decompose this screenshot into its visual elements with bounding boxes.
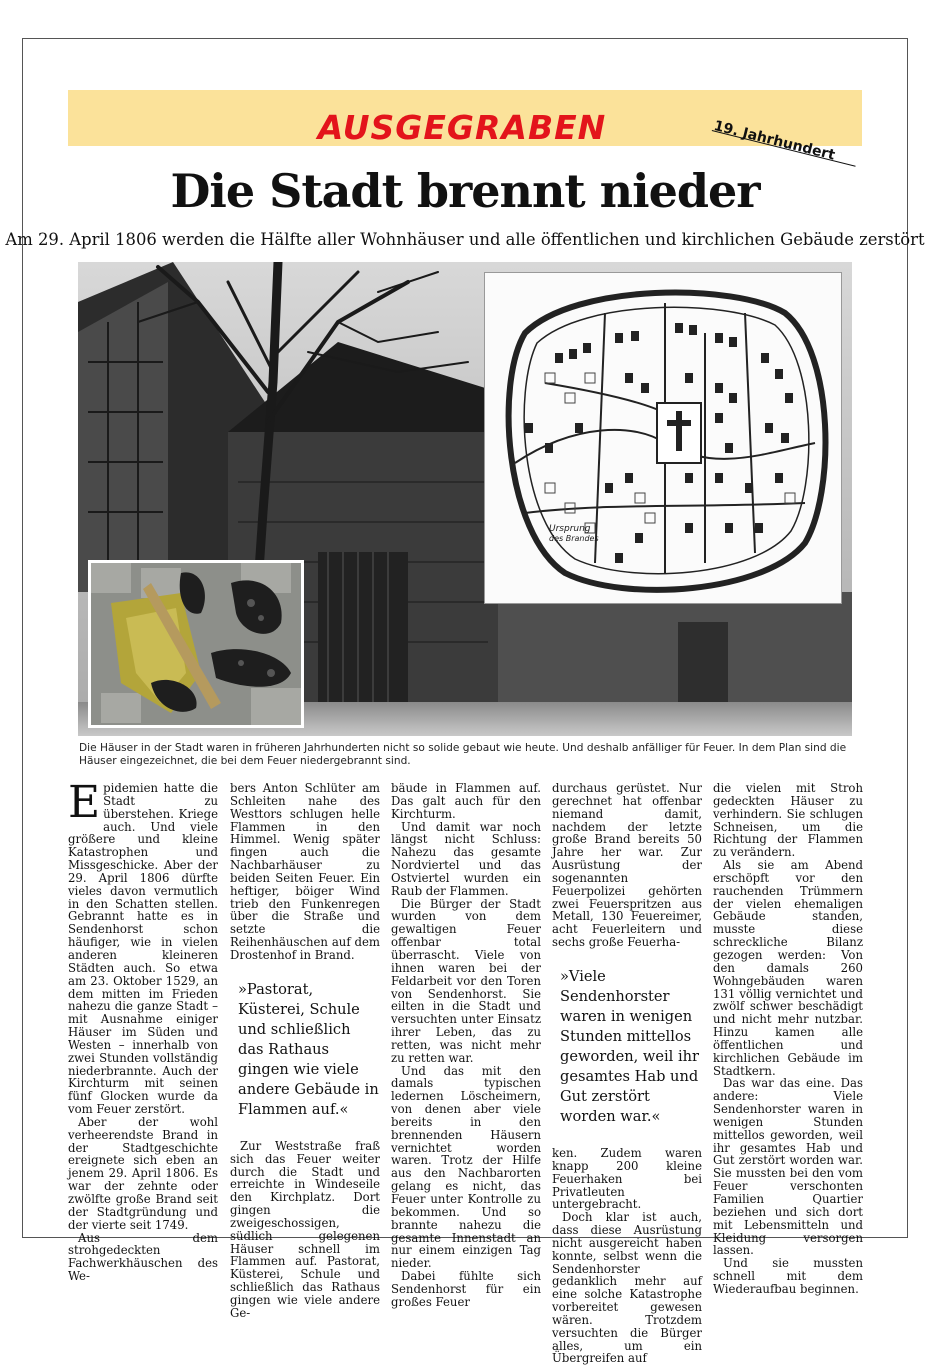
charred-remains-photo [88, 560, 304, 728]
article-paragraph: Und damit war noch längst nicht Schluss: Nahezu das gesamte Nordviertel und das Ostviertel wurden ein Raub der Flammen. [391, 819, 541, 898]
subheadline: Am 29. April 1806 werden die Hälfte aller Wohnhäuser und alle öffentlichen und kirchlichen Gebäude zerstört [5, 230, 925, 249]
article-paragraph: die vielen mit Stroh gedeckten Häuser zu verhindern. Sie schlugen Schneisen, um die Richtung der Flammen zu verändern. [713, 781, 863, 860]
article-paragraph: Als sie am Abend erschöpft vor den rauchenden Trümmern der vielen ehemaligen Gebäude standen, musste diese schreckliche Bilanz gezogen werden: Von den damals 260 Wohngebäuden waren 131 völlig vernichtet und zwölf schwer beschädigt und nicht mehr nutzbar. Hinzu kamen alle öffentlichen und kirchlichen Gebäude im Stadtkern. [713, 858, 863, 1078]
article-paragraph: Das war das eine. Das andere: Viele Sendenhorster waren in wenigen Stunden mittellos geworden, weil ihr gesamtes Hab und Gut zerstört worden war. Sie mussten bei den vom Feuer verschonten Familien Quartier beziehen und sich dort mit Lebensmitteln und Kleidung versorgen lassen. [713, 1076, 863, 1258]
article-column-4 [552, 782, 702, 1365]
photo-caption: Die Häuser in der Stadt waren in früheren Jahrhunderten nicht so solide gebaut wie heute. Und deshalb anfälliger für Feuer. In dem Plan sind die Häuser eingezeichnet, die bei dem Feuer niedergebrannt sind. [79, 742, 847, 767]
century-label: 19. Jahrhundert [712, 118, 837, 164]
headline: Die Stadt brennt nieder [170, 164, 760, 218]
city-fire-map [484, 272, 842, 604]
article-paragraph: bäude in Flammen auf. Das galt auch für den Kirchturm. [391, 781, 541, 821]
article-text: pidemien hatte die Stadt zu überstehen. Kriege auch. Und viele größere und kleine Katastrophen und Missgeschicke. Aber der 29. April 1806 dürfte vieles davon vermutlich in den Schatten stellen. Gebrannt hatte es in Sendenhorst schon häufiger, wie in vielen anderen kleineren Städten auch. So etwa am 23. Oktober 1529, an dem mitten im Frieden nahezu die ganze Stadt – mit Ausnahme einiger Häuser im Süden und Westen – innerhalb von zwei Stunden vollständig niederbrannte. Auch der Kirchturm mit seinen fünf Glocken wurde da vom Feuer zerstört. [68, 781, 218, 1117]
article-paragraph: Zur Weststraße fraß sich das Feuer weiter durch die Stadt und erreichte in Windeseile den Kirchplatz. Dort gingen die zweigeschossigen, südlich gelegenen Häuser schnell im Flammen auf. Pastorat, Küsterei, Schule und schließlich das Rathaus gingen wie viele andere Ge- [230, 1138, 380, 1320]
pull-quote-2: »Viele Sendenhorster waren in wenigen Stunden mittellos geworden, weil ihr gesamtes Hab und Gut zerstört worden war.« [560, 967, 700, 1125]
pull-quote-1: »Pastorat, Küsterei, Schule und schließlich das Rathaus gingen wie viele andere Gebäude in Flammen auf.« [238, 980, 379, 1118]
article-paragraph: Und sie mussten schnell mit dem Wiederaufbau beginnen. [713, 1256, 863, 1296]
article-paragraph: Und das mit den damals typischen ledernen Löscheimern, von denen aber viele bereits in den brennenden Häusern vernichtet worden waren. Trotz der Hilfe aus den Nachbarorten gelang es nicht, das Feuer unter Kontrolle zu bekommen. Und so brannte nahezu die gesamte Innenstadt an nur einem einzigen Tag nieder. [391, 1063, 541, 1271]
article-column-2 [230, 782, 380, 1320]
drop-cap: E [68, 777, 101, 828]
article-paragraph: Aber der wohl verheerendste Brand in der Stadtgeschichte ereignete sich eben an jenem 29. April 1806. Es war der zehnte oder zwölfte große Brand seit der Stadtgründung und der vierte seit 1749. [68, 1114, 218, 1232]
article-paragraph: bers Anton Schlüter am Schleiten nahe des Westtors schlugen helle Flammen in den Himmel. Wenig später fingen auch die Nachbarhäuser zu beiden Seiten Feuer. Ein heftiger, böiger Wind trieb den Funkenregen über die Straße und setzte die Reihenhäuschen auf dem Drostenhof in Brand. [230, 781, 380, 962]
map-origin-label-1: Ursprung [549, 524, 591, 534]
article-paragraph: Die Bürger der Stadt wurden von dem gewaltigen Feuer offenbar total überrascht. Viele von ihnen waren bei der Feldarbeit vor den Toren von Sendenhorst. Sie eilten in die Stadt und versuchten unter Einsatz ihrer Leben, das zu retten, was nicht mehr zu retten war. [391, 896, 541, 1065]
charred-remains-drawing [91, 563, 301, 725]
article-paragraph: Aus dem strohgedeckten Fachwerkhäuschen des We- [68, 1230, 218, 1284]
article-column-1 [68, 777, 218, 1284]
article-paragraph [68, 777, 218, 1117]
article-paragraph: ken. Zudem waren knapp 200 kleine Feuerhaken bei Privatleuten untergebracht. [552, 1145, 702, 1212]
map-origin-label-2: des Brandes [549, 534, 599, 543]
article-column-3 [391, 782, 541, 1309]
kicker-text: AUSGEGRABEN [317, 108, 607, 147]
article-paragraph: Doch klar ist auch, dass diese Ausrüstung nicht ausgereicht haben konnte, selbst wenn die Sendenhorster gedanklich mehr auf eine solche Katastrophe vorbereitet gewesen wären. Trotzdem versuchten die Bürger alles, um ein Übergreifen auf [552, 1210, 702, 1365]
article-paragraph: durchaus gerüstet. Nur gerechnet hat offenbar niemand damit, nachdem der letzte große Brand bereits 50 Jahre her war. Zur Ausrüstung der sogenannten Feuerpolizei gehörten zwei Feuerspritzen aus Metall, 130 Feuereimer, acht Feuerleitern und sechs große Feuerha- [552, 781, 702, 950]
article-column-5 [713, 782, 863, 1296]
city-fire-map-drawing [485, 273, 841, 603]
article-paragraph: Dabei fühlte sich Sendenhorst für ein großes Feuer [391, 1269, 541, 1309]
